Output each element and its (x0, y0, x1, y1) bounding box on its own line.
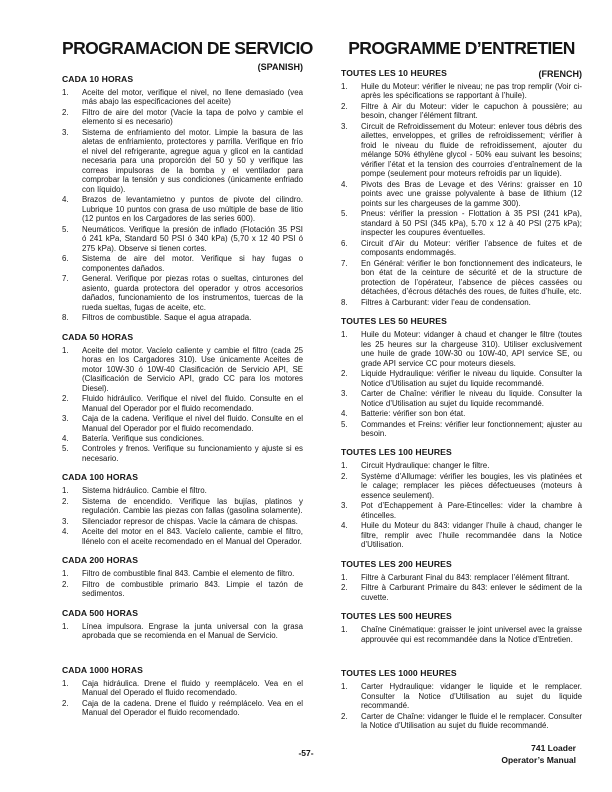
item-text: Filtres à Carburant: vider l’eau de condensation. (361, 297, 531, 307)
list-item (341, 573, 582, 582)
list-item (341, 122, 582, 179)
list-item (62, 254, 303, 273)
item-number: 1. (62, 486, 69, 496)
item-text: Silenciador represor de chispas. Vacíe la cámara de chispas. (82, 516, 298, 526)
section-heading: CADA 10 HORAS (62, 74, 134, 84)
item-number: 2. (341, 101, 348, 111)
list-item (341, 472, 582, 500)
list-item (62, 313, 303, 322)
item-text: Aceite del motor en el 843. Vacíelo caliente, cambie el filtro, llénelo con el aceite recomendado en el Manual del Operador. (82, 527, 303, 546)
item-text: General. Verifique por piezas rotas o sueltas, cinturones del asiento, guarda protectora del operador y otros accesorios dañados, funcionamiento de los instrumentos, tuercas de la rueda sueltas, fugas de aceite, etc. (82, 274, 303, 312)
item-text: Filtros de combustible. Saque el agua atrapada. (82, 313, 252, 323)
list-item (62, 569, 303, 578)
list-item (341, 521, 582, 549)
item-number: 1. (341, 461, 348, 471)
item-number: 4. (62, 195, 69, 205)
item-number: 4. (341, 409, 348, 419)
item-text: Huile du Moteur du 843: vidanger l’huile à chaud, changer le filtre, remplir avec l’huile recommandée dans la Notice d’Utilisation. (361, 521, 582, 550)
list-item (341, 501, 582, 520)
section-heading: TOUTES LES 100 HEURES (341, 447, 452, 458)
section (62, 332, 303, 464)
item-number: 2. (341, 471, 348, 481)
item-text: Commandes et Freins: vérifier leur fonctionnement; ajuster au besoin. (361, 419, 582, 438)
list-item (341, 259, 582, 297)
manual-credit (501, 743, 576, 766)
language-tag: (SPANISH) (257, 62, 303, 72)
section (62, 472, 303, 546)
list-item (62, 434, 303, 443)
item-text: Carter de Chaîne: vérifier le niveau du liquide. Consulter la Notice d’Utilisation au sujet du liquide recommandé. (361, 389, 582, 408)
item-number: 2. (341, 711, 348, 721)
item-text: Filtro de combustible primario 843. Limpie el tazón de sedimentos. (82, 579, 303, 599)
section (62, 555, 303, 598)
item-text: Circuit de Refroidissement du Moteur: enlever tous débris des ailettes, enveloppes, et grilles de refroidissement; vérifier à froid le niveau du fluide de refroidissement, ajouter du mélange 50% éthylène glycol - 50% eau suivant les besoins; vérifier l’état et la tension des courroies d’entraînement de la pompe (seulement pour moteurs refroidis par un liquide). (361, 121, 582, 179)
item-text: Pneus: vérifier la pression - Flottation à 35 PSI (241 kPa), standard à 50 PSI (345 kPa), 5.70 x 12 à 40 PSI (275 kPa); inspecter les coupures éventuelles. (361, 209, 582, 238)
item-number: 2. (62, 579, 69, 589)
item-number: 1. (62, 569, 69, 579)
section-heading: TOUTES LES 10 HEURES (341, 68, 447, 78)
item-text: Aceite del motor. Vacíelo caliente y cambie el filtro (cada 25 horas en los Cargadores 310). Use únicamente Aceites de motor 10W-30 ó 10W-40 Clasificación de Servicio API, SE (Clasificación de Servicio API, grado CC para los motores Diesel). (82, 345, 303, 393)
item-text: Neumáticos. Verifique la presión de inflado (Flotación 35 PSI ó 241 kPa, Standard 50 PSI ó 340 kPa) (5,70 x 12 40 PSI ó 275 kPa). Observe si tienen cortes. (82, 224, 303, 253)
item-text: Carter de Chaîne: vidanger le fluide el le remplacer. Consulter la Notice d’Utilisation au sujet du fluide recommandé. (361, 711, 582, 731)
section-heading: CADA 100 HORAS (62, 472, 139, 483)
list-item (62, 486, 303, 495)
item-text: Controles y frenos. Verifique su funcionamiento y ajuste si es necesario. (82, 444, 303, 463)
list-item (62, 108, 303, 127)
item-number: 1. (62, 88, 69, 97)
list-item (62, 195, 303, 223)
section-heading: CADA 200 HORAS (62, 555, 139, 566)
item-number: 3. (341, 501, 348, 511)
item-text: Fluido hidráulico. Verifique el nivel del fluido. Consulte en el Manual del Operador por el fluido recomendado. (82, 394, 303, 413)
item-number: 3. (62, 516, 69, 526)
section (341, 447, 582, 549)
list-item (341, 420, 582, 439)
item-text: Caja de la cadena. Drene el fluido y reémplácelo. Vea en el Manual del Operador el fluido recomendado. (82, 698, 303, 718)
item-text: Sistema de enfriamiento del motor. Limpie la basura de las aletas de enfriamiento, protectores y parrilla. Verifique en frío el nivel del refrigerante, agregue agua y glicol en la cantidad necesaria para una proporción del 50 y 50 y verifique las correas impulsoras de la bomba y el ventilador para comprobar la tensión y sus condiciones (únicamente enfriado con líquido). (82, 127, 303, 194)
column-title: PROGRAMME D’ENTRETIEN (348, 38, 575, 58)
item-number: 4. (62, 433, 69, 443)
list-item (62, 444, 303, 463)
list-item (62, 274, 303, 312)
list-item (341, 583, 582, 602)
item-number: 1. (341, 682, 348, 692)
item-number: 2. (62, 107, 69, 117)
list-item (62, 497, 303, 516)
section (341, 316, 582, 438)
item-text: Filtre à Air du Moteur: vider le capuchon à poussière; au besoin, changer l’élément filtrant. (361, 101, 582, 121)
item-number: 8. (62, 313, 69, 323)
item-text: Batería. Verifique sus condiciones. (82, 433, 204, 443)
list-item (62, 517, 303, 526)
list-item (62, 580, 303, 599)
list-item (62, 622, 303, 641)
section-heading: TOUTES LES 500 HEURES (341, 611, 452, 622)
item-number: 3. (341, 121, 348, 131)
item-number: 1. (62, 345, 69, 355)
list-item (62, 527, 303, 546)
item-text: Huile du Moteur: vidanger à chaud et changer le filtre (toutes les 25 heures sur la chargeuse 310). Utiliser exclusivement une huile de grade 10W-30 ou 10W-40, API service SE, ou grade API service CC pour moteurs diesels. (361, 330, 582, 368)
item-number: 1. (341, 82, 348, 91)
list-item (341, 82, 582, 101)
item-number: 1. (341, 330, 348, 340)
list-item (341, 682, 582, 710)
item-text: En Général: vérifier le bon fonctionnement des indicateurs, le bon état de la ceinture de sécurité et de la structure de protection de l’opérateur, l’absence de pièces cassées ou détachées, d’écrous détachés des roues, de fuites d’huile, etc. (361, 258, 582, 297)
item-text: Línea impulsora. Engrase la junta universal con la grasa aprobada que se recomienda en el Manual de Servicio. (82, 621, 303, 641)
item-number: 6. (62, 254, 69, 264)
list-item (62, 225, 303, 253)
list-item (62, 699, 303, 718)
list-item (341, 389, 582, 408)
page-number: -57- (298, 748, 314, 758)
column-title: PROGRAMACION DE SERVICIO (62, 38, 313, 58)
list-item (341, 239, 582, 258)
item-text: Sistema de aire del motor. Verifique si hay fugas o componentes dañados. (82, 254, 303, 273)
section-heading: TOUTES LES 200 HEURES (341, 558, 452, 569)
list-item (341, 298, 582, 307)
section (62, 665, 303, 718)
item-number: 5. (62, 444, 69, 454)
item-number: 1. (341, 572, 348, 582)
item-text: Filtre à Carburant Primaire du 843: enlever le sédiment de la cuvette. (361, 583, 582, 602)
item-number: 2. (62, 496, 69, 506)
item-text: Caja de la cadena. Verifique el nivel del fluido. Consulte en el Manual del Operador por el fluido recomendado. (82, 414, 303, 433)
section-heading: CADA 1000 HORAS (62, 664, 143, 675)
section (341, 611, 582, 644)
item-number: 6. (341, 238, 348, 248)
section (62, 608, 303, 641)
item-number: 4. (62, 527, 69, 537)
item-number: 5. (341, 419, 348, 429)
item-number: 7. (341, 258, 348, 268)
item-text: Caja hidráulica. Drene el fluido y reemplácelo. Vea en el Manual del Operado el fluido recomendado. (82, 678, 303, 698)
list-item (341, 369, 582, 388)
item-number: 3. (62, 127, 69, 137)
item-text: Filtro de aire del motor (Vacíe la tapa de polvo y cambie el elemento si es necesario) (82, 107, 303, 127)
list-item (62, 346, 303, 393)
list-item (341, 330, 582, 368)
item-number: 3. (62, 414, 69, 424)
columns (62, 38, 582, 732)
item-text: Brazos de levantamietno y puntos de pivote del cilindro. Lubrique 10 puntos con grasa de uso múltiple de base de litio (12 puntos en los Cargadores de las series 600). (82, 195, 303, 224)
list-item (341, 461, 582, 470)
list-item (341, 712, 582, 731)
item-text: Liquide Hydraulique: vérifier le niveau du liquide. Consulter la Notice d’Utilisation au sujet du liquide recommandé. (361, 369, 582, 388)
section (341, 559, 582, 602)
item-number: 4. (341, 521, 348, 531)
sections (341, 68, 582, 731)
item-text: Aceite del motor, verifique el nivel, no llene demasiado (vea más abajo las especificaciones del aceite) (82, 88, 303, 107)
item-number: 5. (341, 209, 348, 219)
item-text: Système d’Allumage: vérifier les bougies, les vis platinées et le calage; remplacer les pièces défectueuses (moteurs à essence seulement). (361, 471, 582, 500)
section-heading: CADA 50 HORAS (62, 331, 134, 342)
item-text: Filtre à Carburant Final du 843: remplacer l’élément filtrant. (361, 572, 570, 582)
item-text: Pot d’Echappement à Pare-Etincelles: vider la chambre à étincelles. (361, 501, 582, 520)
item-number: 2. (341, 369, 348, 379)
item-text: Filtro de combustible final 843. Cambie el elemento de filtro. (82, 569, 295, 579)
section (341, 668, 582, 730)
item-number: 2. (341, 583, 348, 593)
manual-credit-line2: Operator’s Manual (501, 754, 576, 765)
section (62, 74, 303, 323)
item-number: 2. (62, 698, 69, 708)
item-number: 7. (62, 274, 69, 284)
list-item (62, 88, 303, 107)
item-number: 4. (341, 179, 348, 189)
list-item (62, 394, 303, 413)
list-item (62, 128, 303, 194)
list-item (341, 409, 582, 418)
item-text: Carter Hydraulique: vidanger le liquide et le remplacer. Consulter la Notice d’Utilisation au sujet du liquide recommandé. (361, 682, 582, 711)
item-text: Circuit d’Air du Moteur: vérifier l’absence de fuites et de composants endommagés. (361, 238, 582, 258)
section (341, 68, 582, 307)
language-tag: (FRENCH) (538, 69, 582, 79)
item-number: 1. (62, 678, 69, 688)
item-text: Sistema hidráulico. Cambie el filtro. (82, 486, 207, 496)
section-heading: CADA 500 HORAS (62, 607, 139, 618)
list-item (62, 414, 303, 433)
item-text: Sistema de encendido. Verifique las bujías, platinos y regulación. Cambie las piezas con fallas (gasolina solamente). (82, 496, 303, 516)
list-item (341, 102, 582, 121)
item-number: 3. (341, 389, 348, 399)
list-item (341, 180, 582, 208)
item-text: Batterie: vérifier son bon état. (361, 409, 466, 419)
item-text: Pivots des Bras de Levage et des Vérins: graisser en 10 points avec une graisse polyvalente à base de lithium (12 points sur les chargeuses de la gamme 300). (361, 179, 582, 208)
section-heading: TOUTES LES 50 HEURES (341, 316, 447, 327)
item-text: Huile du Moteur: vérifier le niveau; ne pas trop remplir (Voir ci-après les spécifications se rapportant à l’huile). (361, 82, 582, 101)
column-spanish (62, 38, 313, 732)
item-number: 1. (341, 625, 348, 635)
section-heading: TOUTES LES 1000 HEURES (341, 668, 457, 679)
item-text: Circuit Hydraulique: changer le filtre. (361, 461, 490, 471)
list-item (62, 679, 303, 698)
sections (62, 74, 303, 718)
item-number: 8. (341, 297, 348, 307)
item-number: 5. (62, 224, 69, 234)
list-item (341, 209, 582, 237)
item-text: Chaîne Cinématique: graisser le joint universel avec la graisse approuvée qui est recommandée dans la Notice d’Entretien. (361, 625, 582, 644)
column-french (341, 38, 582, 732)
list-item (341, 625, 582, 644)
item-number: 1. (62, 621, 69, 631)
item-number: 2. (62, 394, 69, 404)
manual-credit-line1: 741 Loader (531, 743, 576, 754)
